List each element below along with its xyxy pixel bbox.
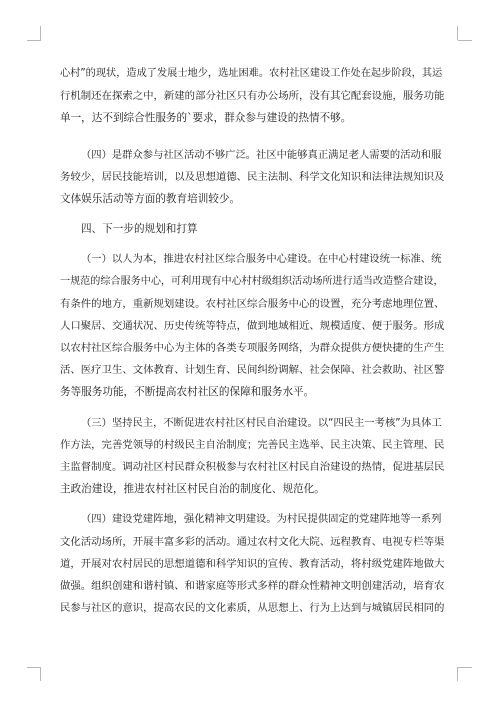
crop-mark-top-right [458, 40, 472, 41]
paragraph-1 [60, 63, 444, 130]
text-line: 心村”的现状，造成了发展士地少，选址困难。农村社区建设工作处在起步阶段，其运 [60, 68, 443, 79]
crop-mark-bottom-left [40, 667, 41, 681]
paragraph-4 [60, 248, 444, 403]
paragraph-6 [60, 508, 444, 619]
crop-mark-bottom-right [458, 667, 472, 668]
text-line: 活、医疗卫生、文体教育、计划生育、民间纠纷调解、社会保障、社会救助、社区警 [60, 364, 444, 377]
text-line: 有条件的地方，重新规划建设。农村社区综合服务中心的设置，充分考虑地理位置、 [60, 297, 444, 310]
crop-mark-bottom-left [27, 667, 41, 668]
text-line: 行机制还在探索之中，新建的部分社区只有办公场所，没有其它配套设施，服务功能 [60, 90, 444, 103]
crop-mark-top-left [40, 26, 41, 40]
text-line: 务等服务功能，不断提高农村社区的保障和服务水平。 [60, 386, 315, 399]
crop-mark-top-left [27, 40, 41, 41]
text-line: 以农村社区综合服务中心为主体的各类专项服务网络，为群众提供方便快捷的生产生 [60, 342, 444, 355]
text-line: 道，开展对农村居民的思想道德和科学知识的宣传、教育活动，将村级党建阵地做大 [60, 557, 444, 570]
document-body [60, 63, 444, 619]
text-line: 主监督制度。调动社区村民群众积极参与农村社区村民自治建设的热情，促进基层民 [60, 461, 444, 473]
text-line: 务较少，居民技能培训，以及思想道德、民主法制、科学文化知识和法律法规知识及 [60, 170, 444, 183]
text-line: 人口聚居、交通状况、历史传统等特点，做到地域相近、规模适度、便于服务。形成 [60, 319, 444, 332]
paragraph-2 [60, 144, 444, 211]
text-line: 做强。组织创建和谐村镇、和谐家庭等形式多样的群众性精神文明创建活动，培育农 [60, 579, 444, 592]
text-line: 一规范的综合服务中心，可利用现有中心村村级组织活动场所进行适当改造整合建设， [60, 275, 444, 287]
text-line: （四）建设党建阵地，强化精神文明建设。为村民提供固定的党建阵地等一系列 [81, 513, 442, 526]
text-line: 作方法，完善党领导的村级民主自治制度；完善民主选举、民主决策、民主管理、民 [60, 438, 444, 451]
crop-mark-top-right [457, 26, 458, 40]
text-line: 民参与社区的意识，提高农民的文化素质，从思想上、行为上达到与城镇居民相同的 [60, 602, 444, 615]
heading-text: 四、下一步的规划和打算 [81, 223, 198, 236]
paragraph-5 [60, 412, 444, 501]
text-line: 主政治建设，推进农村社区村民自治的制度化、规范化。 [60, 483, 325, 496]
text-line: 单一，达不到综合性服务的`要求，群众参与建设的热情不够。 [60, 112, 352, 125]
text-line: （三）坚持民主，不断促进农村社区村民自治建设。以“四民主一考核”为具体工 [81, 416, 442, 429]
crop-mark-bottom-right [457, 667, 458, 681]
section-heading [60, 218, 444, 240]
text-line: （一）以人为本，推进农村社区综合服务中心建设。在中心村建设统一标准、统 [81, 253, 442, 266]
text-line: 文化活动场所，开展丰富多彩的活动。通过农村文化大院、远程教育、电视专栏等渠 [60, 535, 444, 548]
text-line: 文体娱乐活动等方面的教育培训较少。 [60, 192, 241, 205]
text-line: （四）是群众参与社区活动不够广泛。社区中能够真正满足老人需要的活动和服 [81, 148, 442, 161]
